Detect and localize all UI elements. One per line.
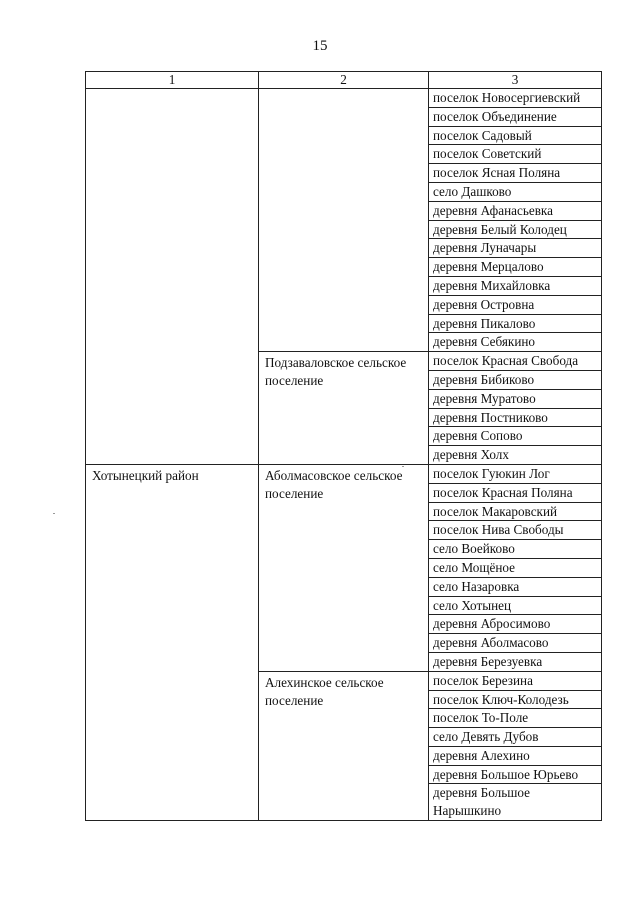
- locality-cell: поселок Садовый: [429, 126, 602, 145]
- locality-cell: деревня Михайловка: [429, 276, 602, 295]
- locality-cell: село Назаровка: [429, 577, 602, 596]
- locality-cell: поселок Красная Поляна: [429, 483, 602, 502]
- locality-cell: деревня Белый Колодец: [429, 220, 602, 239]
- locality-cell: поселок Ключ-Колодезь: [429, 690, 602, 709]
- locality-cell: деревня Бибиково: [429, 370, 602, 389]
- locality-cell: деревня Большое Нарышкино: [429, 784, 602, 821]
- header-row: [86, 72, 602, 89]
- locality-cell: деревня Сопово: [429, 427, 602, 446]
- table-row: [86, 89, 602, 108]
- settlement-cell: [259, 89, 429, 352]
- locality-cell: деревня Алехино: [429, 746, 602, 765]
- page-number: 15: [312, 38, 328, 54]
- locality-cell: поселок Ясная Поляна: [429, 164, 602, 183]
- locality-cell: поселок То-Поле: [429, 709, 602, 728]
- settlement-cell: Алехинское сельское поселение: [259, 671, 429, 820]
- table-header: [86, 72, 602, 89]
- locality-cell: поселок Советский: [429, 145, 602, 164]
- locality-cell: деревня Муратово: [429, 389, 602, 408]
- locality-cell: поселок Новосергиевский: [429, 89, 602, 108]
- locality-cell: село Дашково: [429, 182, 602, 201]
- locality-cell: деревня Афанасьевка: [429, 201, 602, 220]
- locality-cell: село Хотынец: [429, 596, 602, 615]
- locality-cell: село Мощёное: [429, 558, 602, 577]
- column-header-3: 3: [429, 72, 602, 89]
- column-header-1: 1: [86, 72, 259, 89]
- locality-cell: деревня Холх: [429, 446, 602, 465]
- district-cell: [86, 89, 259, 465]
- settlement-cell: Подзаваловское сельское поселение: [259, 352, 429, 465]
- locality-cell: поселок Красная Свобода: [429, 352, 602, 371]
- district-cell: Хотынецкий район: [86, 464, 259, 820]
- locality-cell: деревня Островна: [429, 295, 602, 314]
- table-row: [86, 464, 602, 483]
- scan-speck: [402, 466, 404, 467]
- locality-cell: деревня Большое Юрьево: [429, 765, 602, 784]
- locality-cell: деревня Постниково: [429, 408, 602, 427]
- locality-cell: деревня Мерцалово: [429, 258, 602, 277]
- column-header-2: 2: [259, 72, 429, 89]
- locality-cell: поселок Объединение: [429, 107, 602, 126]
- locality-cell: деревня Аболмасово: [429, 634, 602, 653]
- settlements-table: [85, 71, 602, 821]
- locality-cell: деревня Себякино: [429, 333, 602, 352]
- scan-speck: [53, 513, 55, 514]
- locality-cell: деревня Березуевка: [429, 652, 602, 671]
- locality-cell: деревня Абросимово: [429, 615, 602, 634]
- locality-cell: поселок Гуюкин Лог: [429, 464, 602, 483]
- locality-cell: село Девять Дубов: [429, 728, 602, 747]
- locality-cell: село Воейково: [429, 540, 602, 559]
- settlement-cell: Аболмасовское сельское поселение: [259, 464, 429, 671]
- locality-cell: поселок Нива Свободы: [429, 521, 602, 540]
- locality-cell: деревня Пикалово: [429, 314, 602, 333]
- locality-cell: деревня Луначары: [429, 239, 602, 258]
- table-body: [86, 89, 602, 821]
- locality-cell: поселок Березина: [429, 671, 602, 690]
- locality-cell: поселок Макаровский: [429, 502, 602, 521]
